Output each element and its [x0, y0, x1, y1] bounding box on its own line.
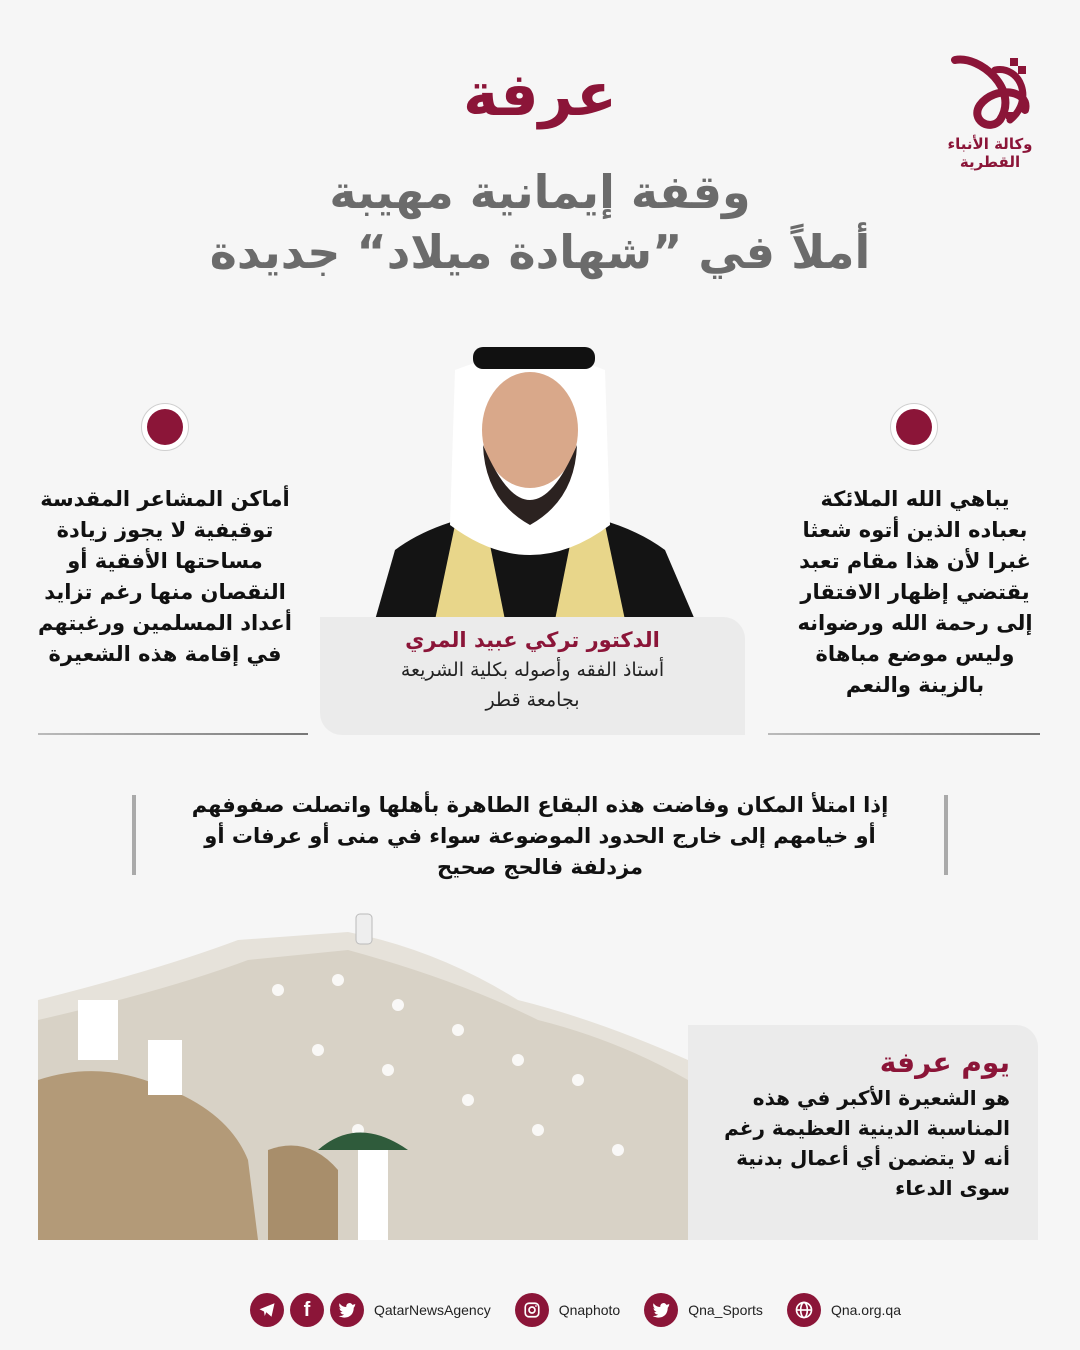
social-footer	[250, 1290, 919, 1330]
quote-line2: أو خيامهم إلى خارج الحدود الموضوعة سواء في منى أو عرفات أو	[204, 824, 876, 848]
bullet-dot-left	[141, 403, 189, 451]
website-label[interactable]: Qna.org.qa	[830, 1302, 901, 1318]
info-title: يوم عرفة	[879, 1046, 1010, 1079]
sports-handle-label[interactable]: Qna_Sports	[688, 1302, 763, 1318]
speaker-role-line2: بجامعة قطر	[485, 689, 580, 711]
subtitle-line1: وقفة إيمانية مهيبة	[329, 165, 751, 219]
right-divider	[768, 733, 1040, 735]
logo-text-line1: وكالة الأنباء	[947, 135, 1033, 153]
quote-line3: مزدلفة فالحج صحيح	[436, 855, 644, 879]
page-title: عرفة	[463, 60, 617, 130]
right-column-text: يباهي الله الملائكة بعباده الذين أتوه شعثا غبرا لأن هذا مقام تعبد يقتضي إظهار الافتقار إلى رحمة الله ورضوانه وليس موضع مباهاة بالزينة والنعم	[797, 487, 1033, 697]
left-column-text: أماكن المشاعر المقدسة توقيفية لا يجوز زيادة مساحتها الأفقية أو النقصان منها رغم تزايد أعداد المسلمين ورغبتهم في إقامة هذه الشعيرة	[38, 487, 292, 666]
subtitle-line2: أملاً في ”شهادة ميلاد“ جديدة	[209, 225, 871, 279]
quote-block	[130, 790, 950, 885]
logo-text-line2: القطرية	[959, 153, 1021, 171]
facebook-icon[interactable]: f	[290, 1293, 324, 1327]
page-subtitle	[0, 162, 1080, 282]
instagram-handle-label[interactable]: Qnaphoto	[558, 1302, 621, 1318]
left-divider	[38, 733, 308, 735]
speaker-card	[320, 617, 745, 735]
telegram-icon[interactable]	[250, 1293, 284, 1327]
quote-line1: إذا امتلأ المكان وفاضت هذه البقاع الطاهرة بأهلها واتصلت صفوفهم	[191, 793, 889, 817]
instagram-icon[interactable]	[515, 1293, 549, 1327]
globe-icon[interactable]	[787, 1293, 821, 1327]
speaker-role-line1: أستاذ الفقه وأصوله بكلية الشريعة	[400, 659, 665, 681]
speaker-portrait	[355, 325, 705, 620]
twitter-icon[interactable]	[330, 1293, 364, 1327]
info-text: هو الشعيرة الأكبر في هذه المناسبة الدينية العظيمة رغم أنه لا يتضمن أي أعمال بدنية سوى الدعاء	[724, 1086, 1010, 1200]
twitter-sports-icon[interactable]	[644, 1293, 678, 1327]
twitter-handle-label[interactable]: QatarNewsAgency	[374, 1302, 491, 1318]
speaker-name: الدكتور تركي عبيد المري	[405, 628, 660, 652]
bullet-dot-right	[890, 403, 938, 451]
info-box	[688, 1025, 1038, 1240]
mount-arafat-photo	[38, 910, 688, 1240]
